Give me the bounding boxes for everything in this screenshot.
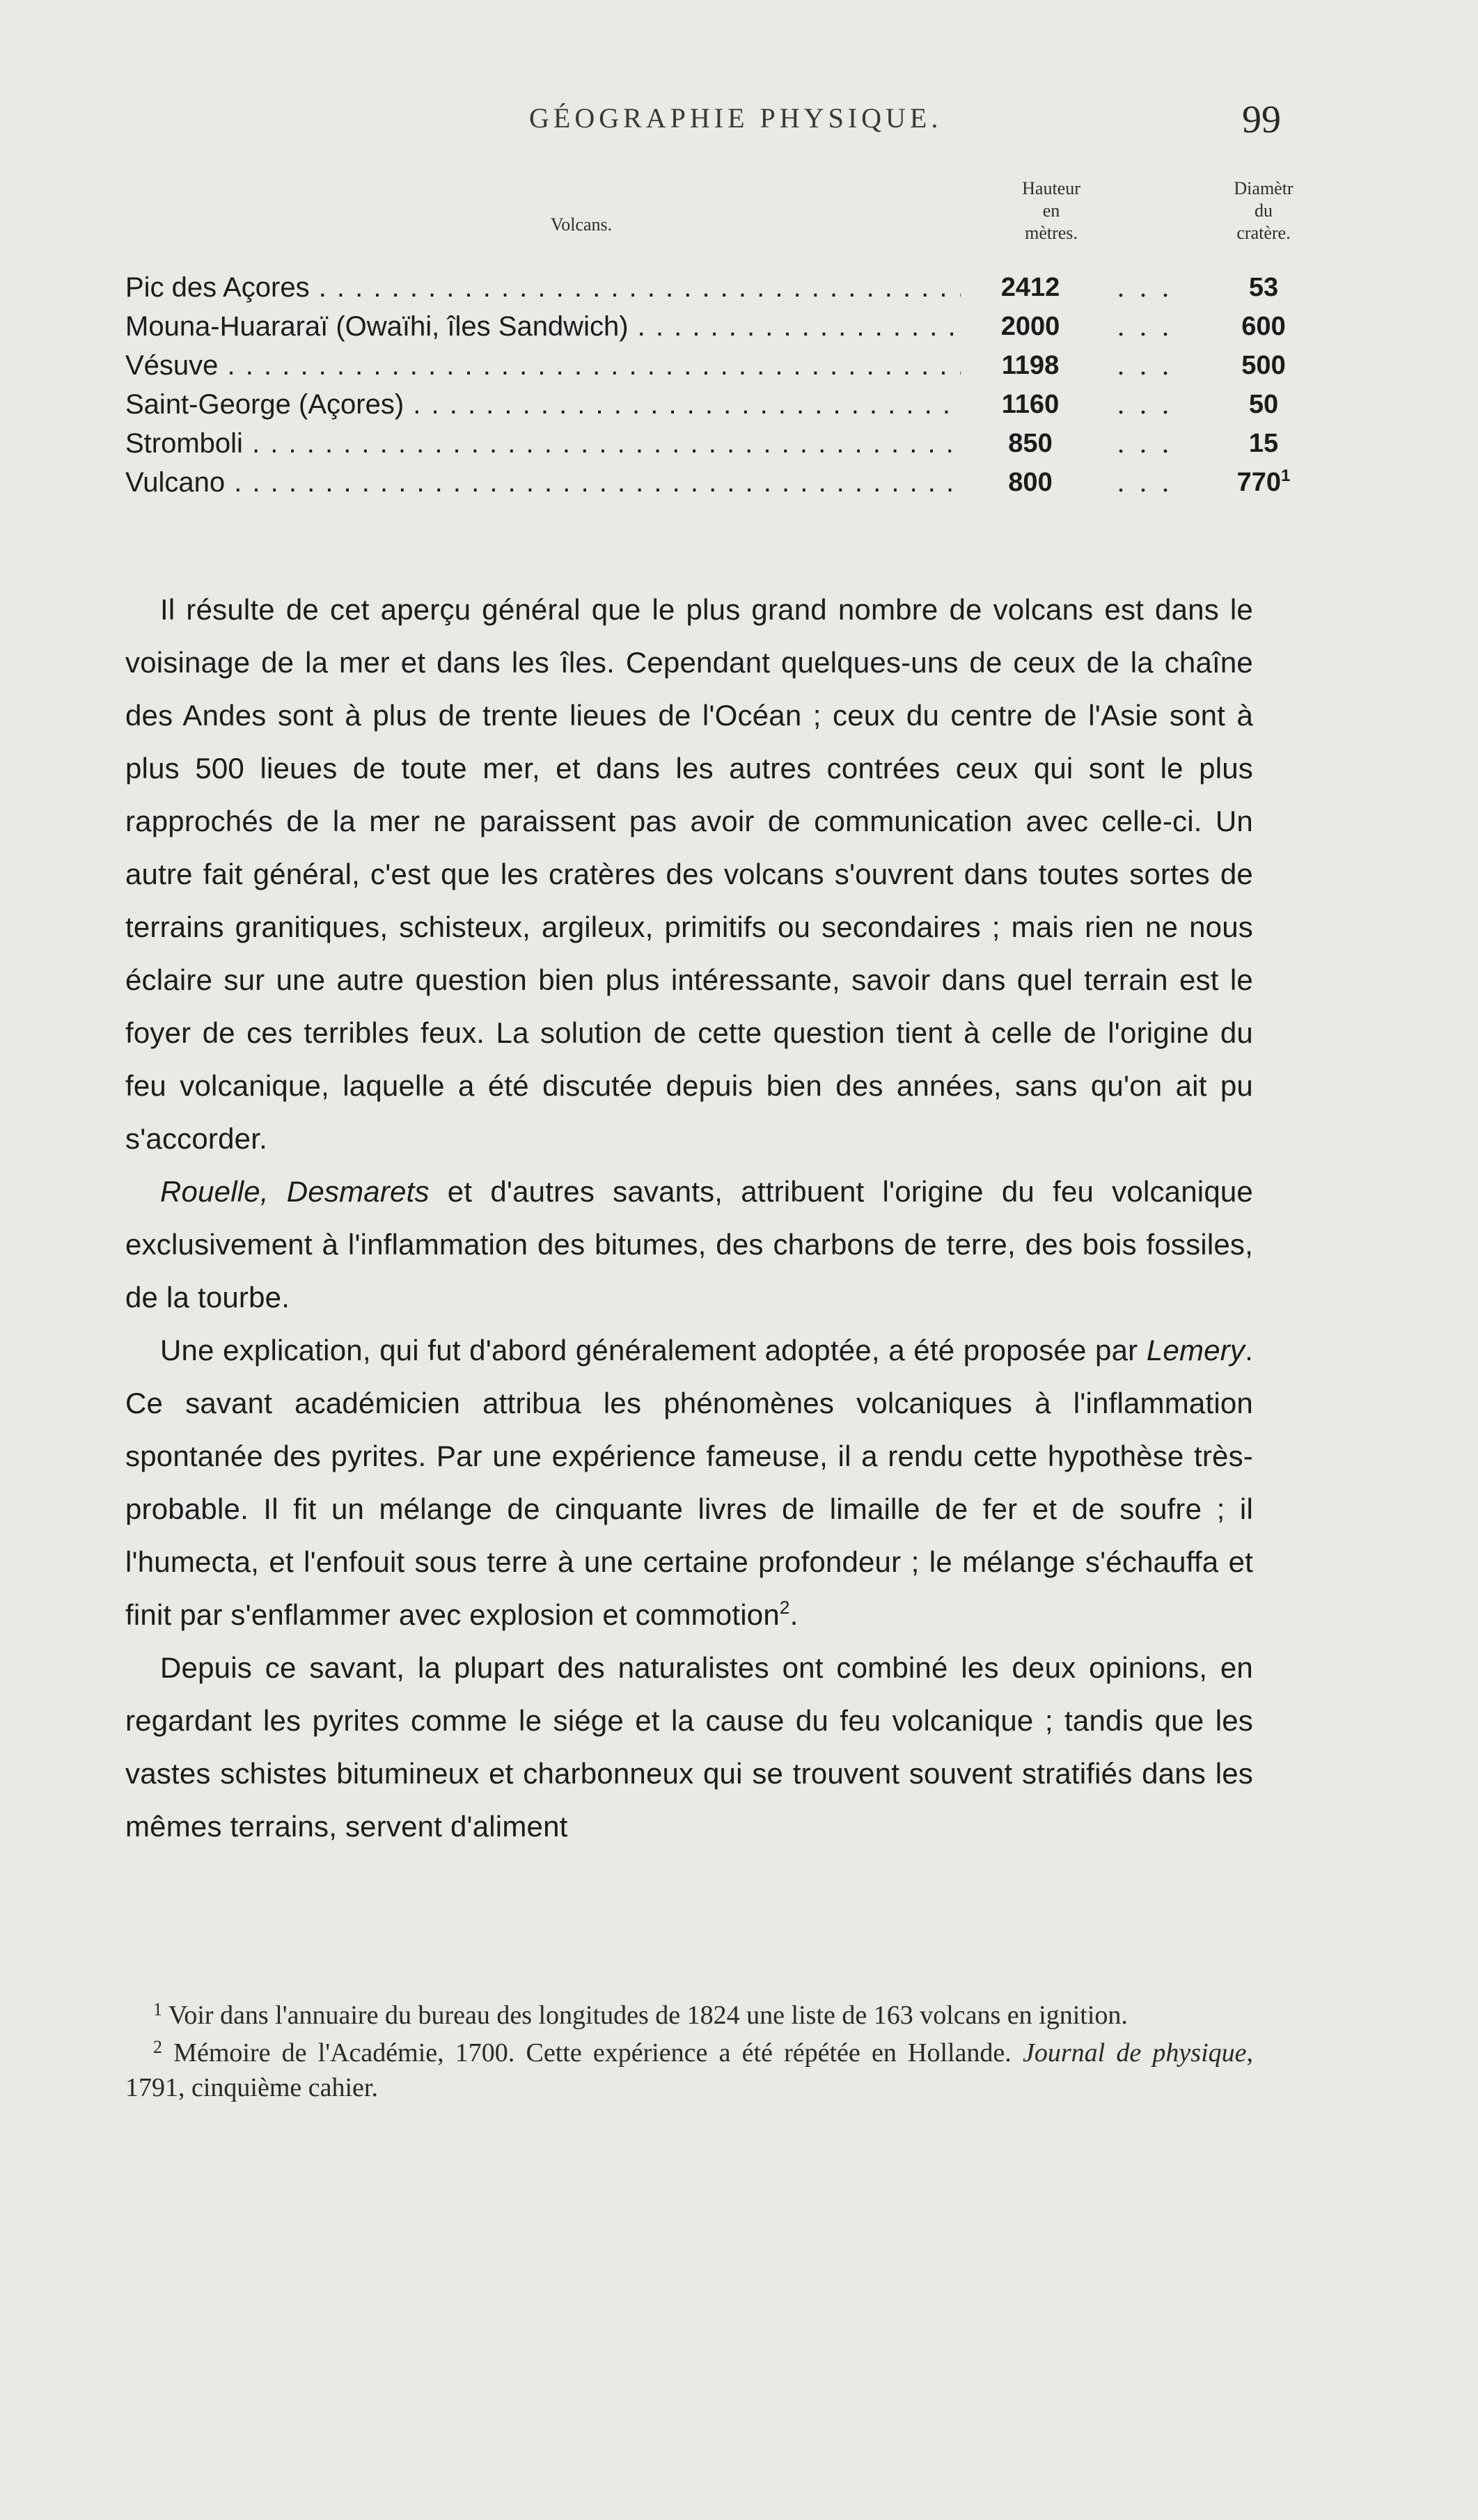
volcano-height: 1160 xyxy=(961,385,1100,424)
column-header-diametre-line: Diamètr xyxy=(1234,178,1294,198)
volcano-height: 2000 xyxy=(961,307,1100,346)
crater-diameter xyxy=(1201,463,1326,502)
footnote xyxy=(125,2035,1253,2105)
leader-dots: . . . xyxy=(1117,427,1173,459)
body-text xyxy=(125,583,1253,1853)
table-row xyxy=(125,346,1286,385)
crater-diameter-value: 500 xyxy=(1241,351,1286,380)
footnote-text: Mémoire de l'Académie, 1700. Cette expérience a été répétée en Hollande. xyxy=(162,2038,1023,2068)
leader-dots: . . . xyxy=(1117,466,1173,498)
crater-diameter-value: 15 xyxy=(1248,429,1279,458)
volcano-name: Pic des Açores . . . xyxy=(125,268,961,307)
crater-diameter-value: 600 xyxy=(1241,312,1286,341)
leader-dots: . . . xyxy=(1117,271,1173,303)
paragraph-text: et d'autres savants, attribuent l'origine du feu volcanique exclusivement à l'inflammation des bitumes, des charbons de terre, des bois fossiles, de la tourbe. xyxy=(125,1175,1253,1314)
column-header-diametre xyxy=(1201,178,1326,244)
leader-dots: . . . xyxy=(1117,388,1173,420)
volcano-height: 850 xyxy=(961,424,1100,463)
footnote-text: , 1791, cinquième cahier. xyxy=(125,2038,1254,2102)
running-head xyxy=(125,97,1281,153)
volcano-name: Stromboli . . . xyxy=(125,424,961,463)
footnote-mark: 2 xyxy=(153,2037,162,2057)
column-header-diametre-line: cratère. xyxy=(1236,223,1291,243)
column-header-volcans-label: Volcans. xyxy=(550,214,613,235)
paragraph-text: . xyxy=(789,1598,799,1631)
page-number: 99 xyxy=(1242,98,1281,141)
crater-diameter xyxy=(1201,268,1326,307)
volcano-name: Mouna-Huararaï (Owaïhi, îles Sandwich) . . . xyxy=(125,307,961,346)
paragraph xyxy=(125,1165,1253,1324)
column-header-volcans xyxy=(512,214,651,236)
table-row xyxy=(125,307,1286,346)
table-row xyxy=(125,268,1281,307)
footnote xyxy=(125,1998,1253,2033)
column-header-hauteur-line: Hauteur xyxy=(1022,178,1080,198)
volcano-name: Vulcano . . . xyxy=(125,463,961,502)
crater-diameter-value: 770 xyxy=(1236,468,1282,497)
crater-diameter xyxy=(1201,307,1326,346)
column-header-hauteur xyxy=(982,178,1121,244)
paragraph-text: Une explication, qui fut d'abord généralement adoptée, a été proposée par xyxy=(160,1334,1147,1367)
footnotes xyxy=(125,1998,1253,2108)
running-title: GÉOGRAPHIE PHYSIQUE. xyxy=(529,102,943,134)
leader-dots: . . . xyxy=(1117,349,1173,381)
leader-dots: . . . xyxy=(1117,310,1173,342)
crater-diameter xyxy=(1201,385,1326,424)
author-name: Lemery xyxy=(1146,1334,1245,1367)
crater-diameter xyxy=(1201,424,1326,463)
paragraph: Il résulte de cet aperçu général que le plus grand nombre de volcans est dans le voisinage de la mer et dans les îles. Cependant quelques-uns de ceux de la chaîne des Andes sont à plus de trente lieues de l'Océan ; ceux du centre de l'Asie sont à plus 500 lieues de toute mer, et dans les autres contrées ceux qui sont le plus rapprochés de la mer ne paraissent pas avoir de communication avec celle-ci. Un autre fait général, c'est que les cratères des volcans s'ouvrent dans toutes sortes de terrains granitiques, schisteux, argileux, primitifs ou secondaires ; mais rien ne nous éclaire sur une autre question bien plus intéressante, savoir dans quel terrain est le foyer de ces terribles feux. La solution de cette question tient à celle de l'origine du feu volcanique, laquelle a été discutée depuis bien des années, sans qu'on ait pu s'accorder. xyxy=(125,593,1253,1155)
footnote-mark: 1 xyxy=(153,1999,162,2019)
volcano-name: Vésuve . . . xyxy=(125,346,961,385)
volcano-height: 1198 xyxy=(961,346,1100,385)
crater-diameter-value: 50 xyxy=(1248,390,1279,419)
table-row xyxy=(125,385,1281,424)
crater-diameter xyxy=(1201,346,1326,385)
paragraph: Depuis ce savant, la plupart des naturalistes ont combiné les deux opinions, en regardant les pyrites comme le siége et la cause du feu volcanique ; tandis que les vastes schistes bitumineux et charbonneux qui se trouvent souvent stratifiés dans les mêmes terrains, servent d'aliment xyxy=(125,1651,1253,1843)
author-names: Rouelle, Desmarets xyxy=(160,1175,430,1208)
table-row xyxy=(125,424,1281,463)
column-header-hauteur-line: en xyxy=(1042,200,1060,221)
footnote-text: Voir dans l'annuaire du bureau des longitudes de 1824 une liste de 163 volcans en ignition. xyxy=(162,2001,1128,2030)
volcano-height: 800 xyxy=(961,463,1100,502)
volcano-name: Saint-George (Açores) . . . xyxy=(125,385,961,424)
journal-title: Journal de physique xyxy=(1022,2038,1247,2068)
footnote-ref: 2 xyxy=(779,1597,790,1618)
table-row xyxy=(125,463,1291,502)
footnote-ref: 1 xyxy=(1281,466,1291,485)
paragraph xyxy=(125,1324,1253,1641)
crater-diameter-value: 53 xyxy=(1248,273,1279,302)
volcano-height: 2412 xyxy=(961,268,1100,307)
column-header-hauteur-line: mètres. xyxy=(1025,223,1078,243)
table-rows xyxy=(125,268,1291,502)
column-header-diametre-line: du xyxy=(1255,200,1273,221)
paragraph-text: . Ce savant académicien attribua les phénomènes volcaniques à l'inflammation spontanée des pyrites. Par une expérience fameuse, il a rendu cette hypothèse très-probable. Il fit un mélange de cinquante livres de limaille de fer et de soufre ; il l'humecta, et l'enfouit sous terre à une certaine profondeur ; le mélange s'échauffa et finit par s'enflammer avec explosion et commotion xyxy=(125,1334,1253,1631)
